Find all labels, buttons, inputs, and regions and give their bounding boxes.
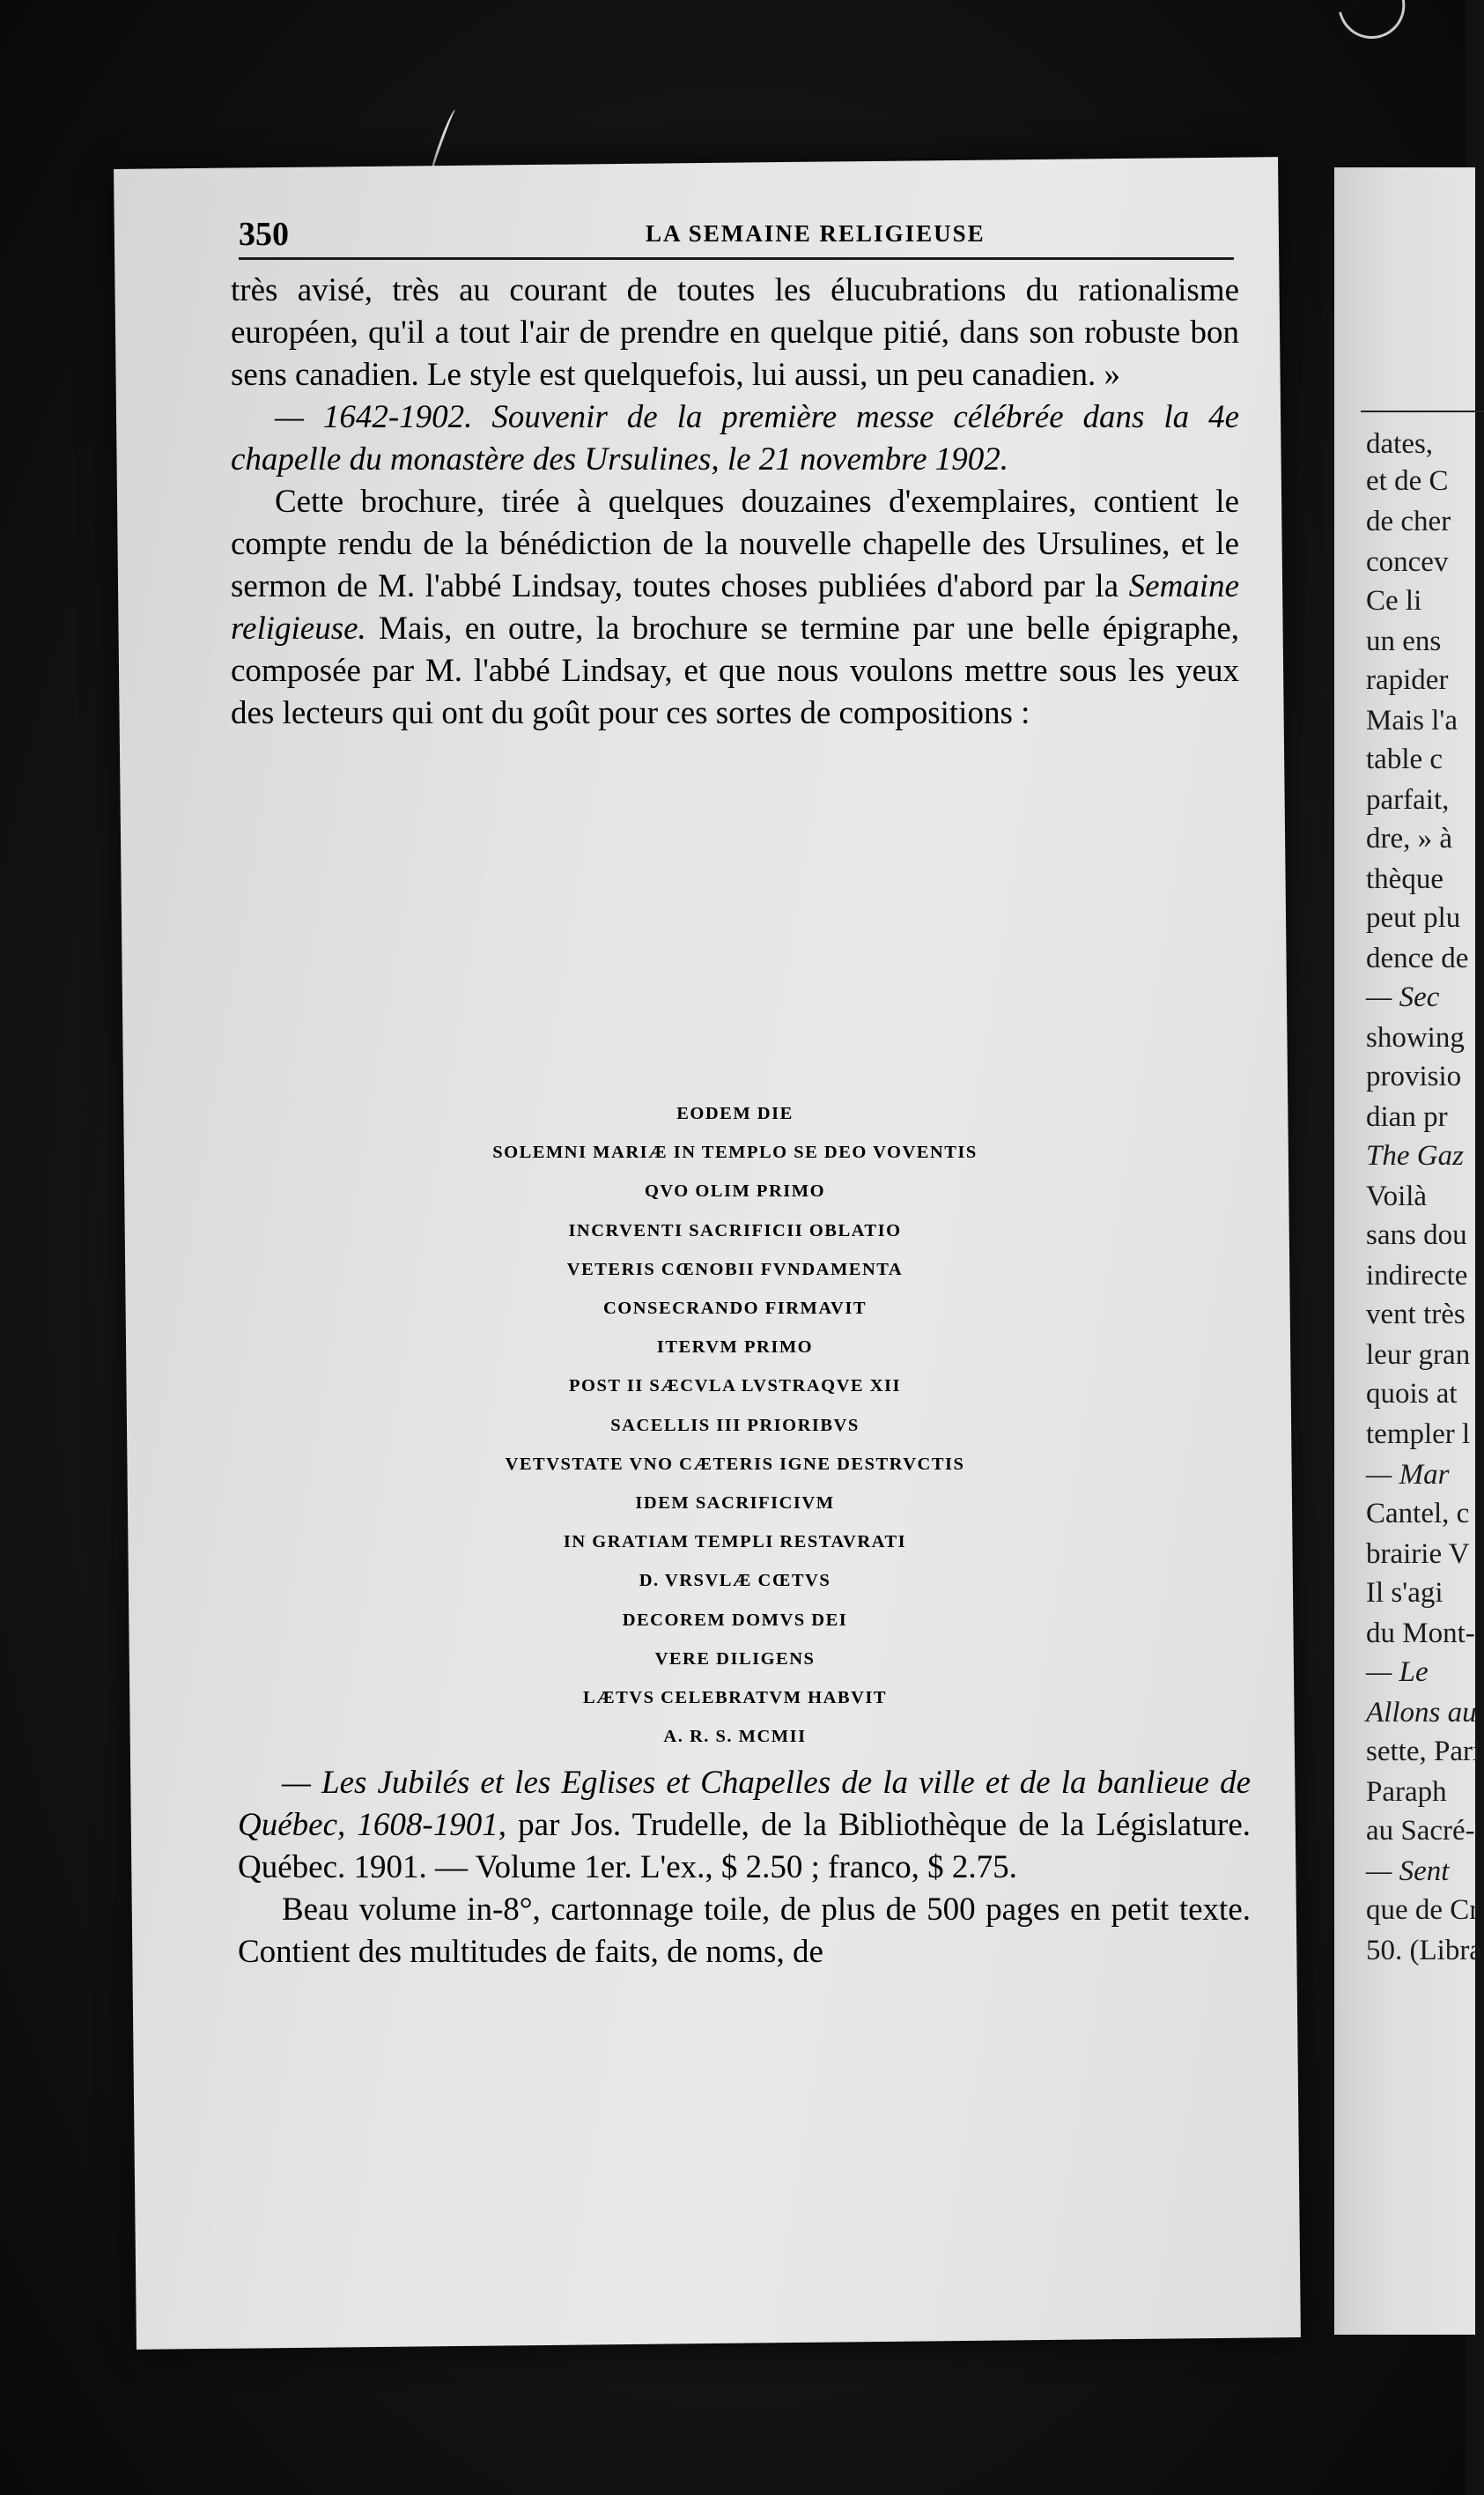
facing-page-line: dian pr — [1366, 1101, 1448, 1133]
review-section — [238, 1762, 1251, 1973]
body-text — [231, 270, 1239, 735]
paragraph-continuation: très avisé, très au courant de toutes les élucubrations du rationalisme européen, qu'il a tout l'air de prendre en quelque pitié, dans son robuste bon sens canadien. Le style est quelquefois, lui aussi, un peu canadien. » — [231, 272, 1239, 393]
facing-page-line: table c — [1366, 744, 1443, 775]
facing-page-line: — Mar — [1366, 1459, 1450, 1491]
facing-page-line: quois at — [1366, 1378, 1458, 1410]
inscription-line: A. R. S. MCMII — [663, 1727, 807, 1747]
facing-page — [1334, 167, 1482, 2335]
inscription-line: CONSECRANDO FIRMAVIT — [603, 1299, 867, 1319]
facing-page-rule — [1361, 411, 1484, 412]
inscription-line: INCRVENTI SACRIFICII OBLATIO — [568, 1220, 902, 1240]
facing-page-line: Cantel, c — [1366, 1498, 1470, 1529]
inscription-line: IN GRATIAM TEMPLI RESTAVRATI — [563, 1532, 907, 1552]
facing-page-line: dre, » à — [1366, 823, 1453, 855]
inscription-line: VETVSTATE VNO CÆTERIS IGNE DESTRVCTIS — [505, 1454, 965, 1474]
facing-page-line: — Sent — [1366, 1855, 1450, 1887]
header-rule — [239, 257, 1234, 260]
facing-page-line: et de C — [1366, 465, 1449, 497]
facing-page-line: provisio — [1366, 1061, 1462, 1092]
facing-page-line: 50. (Libra — [1366, 1935, 1482, 1966]
facing-page-line: — Sec — [1366, 981, 1440, 1013]
inscription-line: D. VRSVLÆ CŒTVS — [639, 1571, 831, 1591]
facing-page-line: un ens — [1366, 626, 1442, 657]
facing-page-line: vent très — [1366, 1299, 1466, 1330]
facing-page-line: — Le — [1366, 1656, 1429, 1688]
paragraph-brochure — [231, 481, 1239, 735]
notice-title: — 1642-1902. Souvenir de la première messe célébrée dans la 4e chapelle du monastère des Ursulines, le 21 novembre 1902. — [231, 399, 1239, 478]
facing-page-line: The Gaz — [1366, 1140, 1464, 1172]
facing-page-line: leur gran — [1366, 1339, 1471, 1371]
inscription-line: POST II SÆCVLA LVSTRAQVE XII — [569, 1376, 901, 1396]
facing-page-line: Ce li — [1366, 585, 1422, 617]
facing-page-line: rapider — [1366, 664, 1449, 696]
review-details: par Jos. Trudelle, de la Bibliothèque de la Législature. Québec. 1901. — Volume 1er. L'ex., $ 2.50 ; franco, $ 2.75. — [238, 1807, 1251, 1885]
inscription-line: VERE DILIGENS — [654, 1648, 816, 1669]
facing-page-line: Mais l'a — [1366, 705, 1458, 737]
facing-page-line: sans dou — [1366, 1219, 1467, 1251]
book-title: Les Jubilés et les Eglises et Chapelles de la ville et de la banlieue de Québec, 1608-1901, — [238, 1765, 1251, 1843]
facing-page-line: dates, — [1366, 428, 1434, 460]
facing-page-line: concev — [1366, 546, 1449, 578]
inscription-line: VETERIS CŒNOBII FVNDAMENTA — [566, 1259, 904, 1279]
facing-page-line: Voilà — [1366, 1181, 1428, 1212]
paragraph-text: Mais, en outre, la brochure se termine par une belle épigraphe, composée par M. l'abbé Lindsay, et que nous voulons mettre sous les yeux des lecteurs qui ont du goût pour ces sortes de compositions : — [231, 611, 1239, 731]
facing-page-line: Paraph — [1366, 1776, 1447, 1808]
facing-page-line: thèque — [1366, 863, 1443, 895]
running-head: LA SEMAINE RELIGIEUSE — [646, 220, 986, 247]
review-description: Beau volume in-8°, cartonnage toile, de plus de 500 pages en petit texte. Contient des multitudes de faits, de noms, de — [238, 1892, 1251, 1970]
facing-page-line: du Mont- — [1366, 1618, 1475, 1649]
latin-inscription — [231, 1094, 1239, 1756]
facing-page-line: que de Cr — [1366, 1894, 1480, 1926]
publication-name: Semaine religieuse. — [231, 568, 1239, 647]
facing-page-line: de cher — [1366, 506, 1451, 537]
facing-page-line: peut plu — [1366, 902, 1461, 934]
inscription-line: DECOREM DOMVS DEI — [622, 1610, 848, 1630]
inscription-line: SOLEMNI MARIÆ IN TEMPLO SE DEO VOVENTIS — [492, 1143, 978, 1163]
inscription-line: IDEM SACRIFICIVM — [635, 1493, 835, 1514]
facing-page-line: sette, Pari — [1366, 1736, 1481, 1767]
inscription-line: EODEM DIE — [676, 1104, 794, 1123]
facing-page-line: indirecte — [1366, 1260, 1468, 1292]
review-entry — [238, 1762, 1251, 1889]
inscription-line: QVO OLIM PRIMO — [644, 1181, 826, 1202]
facing-page-line: parfait, — [1366, 784, 1450, 816]
page-number: 350 — [239, 216, 289, 253]
paragraph-text: Cette brochure, tirée à quelques douzaines d'exemplaires, contient le compte rendu de la bénédiction de la nouvelle chapelle des Ursulines, et le sermon de M. l'abbé Lindsay, toutes choses publiées d'abord par la — [231, 484, 1239, 604]
page-header — [239, 211, 1234, 264]
facing-page-line: showing — [1366, 1022, 1465, 1054]
facing-page-line: brairie V — [1366, 1538, 1470, 1570]
inscription-line: ITERVM PRIMO — [656, 1337, 814, 1358]
facing-page-line: dence de — [1366, 943, 1469, 974]
inscription-line: SACELLIS III PRIORIBVS — [610, 1415, 860, 1435]
review-dash: — — [282, 1765, 321, 1801]
inscription-line: LÆTVS CELEBRATVM HABVIT — [582, 1688, 888, 1708]
facing-page-line: au Sacré- — [1366, 1815, 1475, 1847]
facing-page-line: Il s'agi — [1366, 1577, 1443, 1609]
facing-page-line: Allons au — [1366, 1697, 1477, 1729]
facing-page-line: templer l — [1366, 1418, 1471, 1450]
